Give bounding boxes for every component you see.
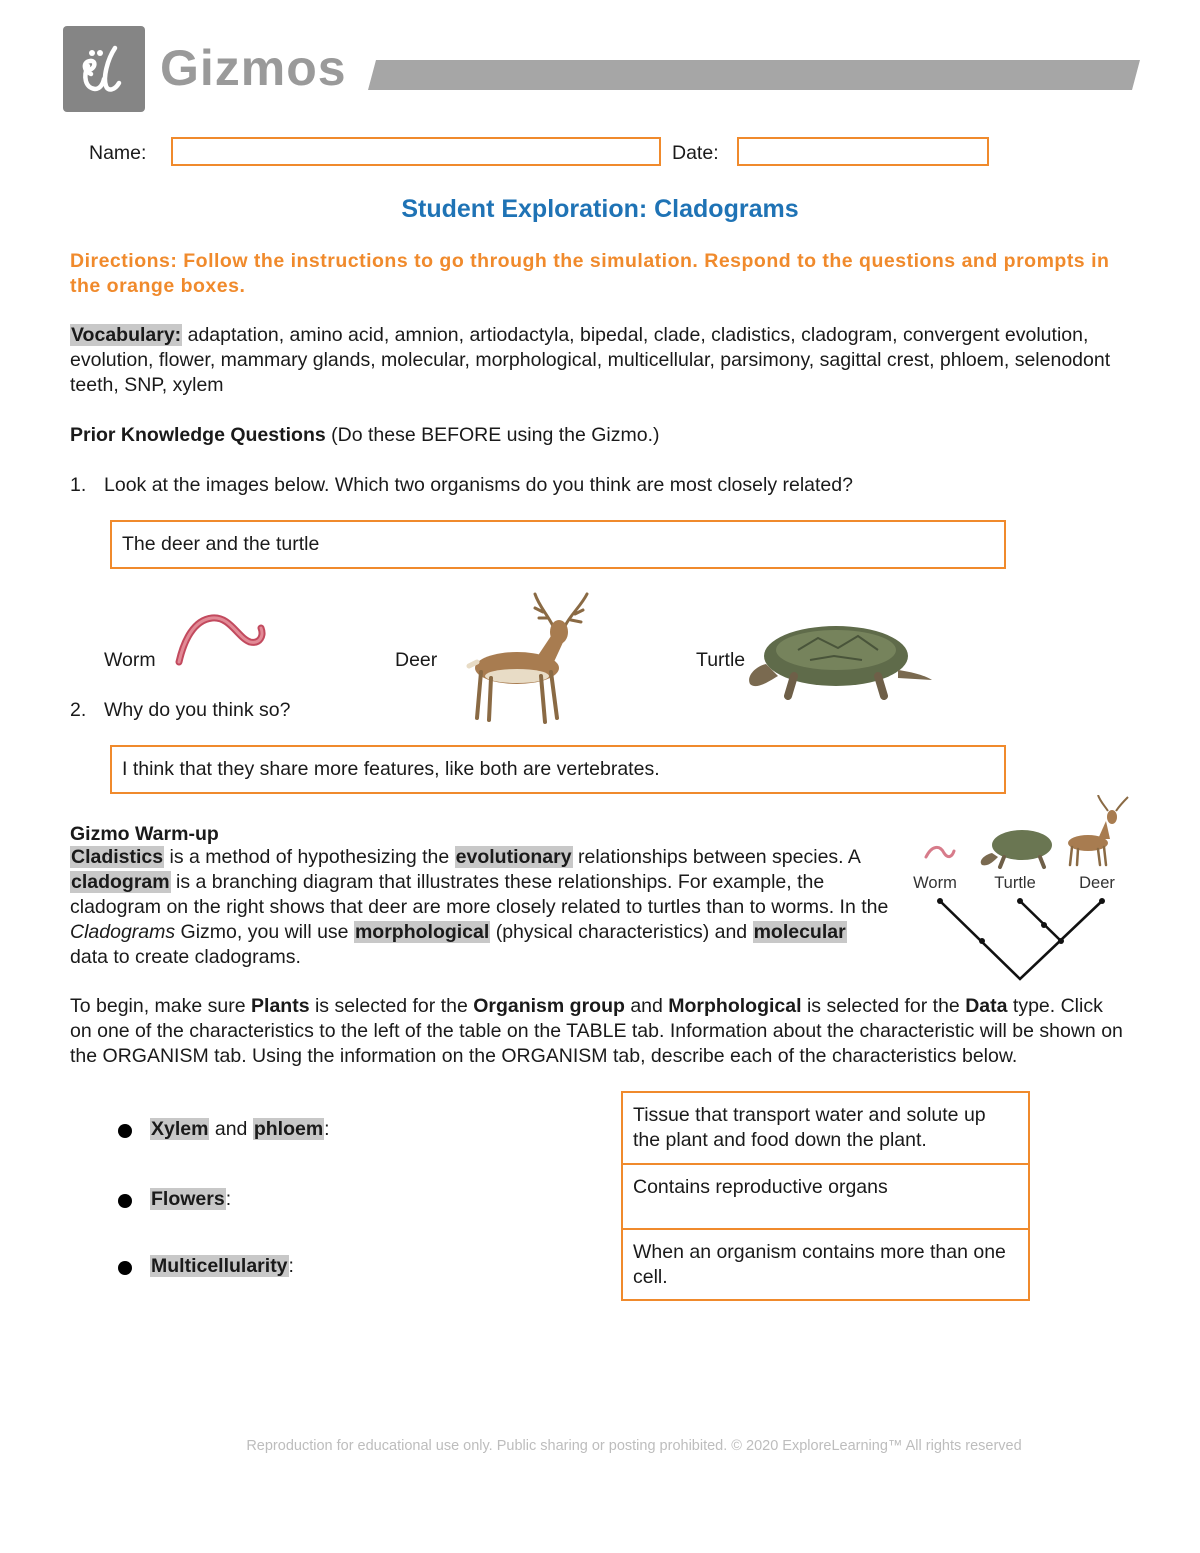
cladogram-deer-icon <box>1068 795 1128 865</box>
prior-knowledge-heading: Prior Knowledge Questions (Do these BEFORE using the Gizmo.) <box>70 424 660 446</box>
warmup-paragraph-1: Cladistics is a method of hypothesizing the evolutionary relationships between species. A cladogram is a branching diagram that illustrates these relationships. For example, the cladogram on the right shows that deer are more closely related to turtles than to worms. In the Cladograms Gizmo, you will use morphological (physical characteristics) and molecular data to create cladograms. <box>70 846 889 968</box>
xylem-phloem-answer-box[interactable] <box>621 1091 1030 1165</box>
q2-number: 2. <box>70 699 87 721</box>
vocabulary-paragraph <box>70 323 1125 398</box>
bullet-icon <box>118 1124 132 1138</box>
name-field[interactable] <box>171 137 661 166</box>
cladogram-turtle-icon <box>981 830 1052 867</box>
date-field[interactable] <box>737 137 989 166</box>
q1-answer: The deer and the turtle <box>122 533 320 555</box>
cladogram-label-worm: Worm <box>913 874 957 892</box>
directions-text: Directions: Follow the instructions to go through the simulation. Respond to the questions and prompts in the orange boxes. <box>70 250 1110 297</box>
q1-text: Look at the images below. Which two organisms do you think are most closely related? <box>104 474 853 496</box>
header-bar <box>368 60 1140 90</box>
brand-wordmark: Gizmos <box>160 40 347 96</box>
flowers-answer: Contains reproductive organs <box>633 1176 888 1198</box>
warmup-heading: Gizmo Warm-up <box>70 823 219 845</box>
flowers-answer-box[interactable] <box>621 1163 1030 1230</box>
el-logo-icon <box>63 26 145 112</box>
vocabulary-list: adaptation, amino acid, amnion, artiodactyla, bipedal, clade, cladistics, cladogram, convergent evolution, evolution, flower, mammary glands, molecular, morphological, multicellular, parsimony, sagittal crest, phloem, selenodont teeth, SNP, xylem <box>70 324 1111 396</box>
worm-image <box>172 610 267 668</box>
q2-answer-box[interactable] <box>110 745 1006 794</box>
q1-number: 1. <box>70 474 87 496</box>
gizmos-logo <box>63 26 145 112</box>
cladogram-branches <box>940 901 1102 979</box>
q2-text: Why do you think so? <box>104 699 291 721</box>
deer-image <box>455 588 595 728</box>
vocabulary-label: Vocabulary: <box>71 324 182 346</box>
date-label: Date: <box>672 142 719 164</box>
turtle-label: Turtle <box>696 649 746 671</box>
name-label: Name: <box>89 142 147 164</box>
cladogram-label-deer: Deer <box>1079 874 1115 892</box>
deer-label: Deer <box>395 649 438 671</box>
page-title: Student Exploration: Cladograms <box>401 195 799 223</box>
warmup-paragraph-2: To begin, make sure Plants is selected for the Organism group and Morphological is selected for the Data type. Click on one of the characteristics to the left of the table on the TABLE tab. Information about the characteristic will be shown on the ORGANISM tab. Using the information on the ORGANISM tab, describe each of the characteristics below. <box>70 995 1123 1067</box>
footer-copyright: Reproduction for educational use only. Public sharing or posting prohibited. © 2020 ExploreLearning™ All rights reserved <box>246 1438 1022 1454</box>
characteristic-xylem-phloem: Xylem and phloem: <box>151 1118 330 1140</box>
q2-answer: I think that they share more features, like both are vertebrates. <box>122 758 660 780</box>
bullet-icon <box>118 1194 132 1208</box>
worm-label: Worm <box>104 649 156 671</box>
characteristic-flowers: Flowers: <box>151 1188 232 1210</box>
turtle-image <box>738 620 933 700</box>
q1-answer-box[interactable] <box>110 520 1006 569</box>
cladogram-label-turtle: Turtle <box>994 874 1036 892</box>
cladogram-worm-icon <box>926 847 954 857</box>
bullet-icon <box>118 1261 132 1275</box>
multicellularity-answer: When an organism contains more than one cell. <box>633 1241 1006 1288</box>
xylem-phloem-answer: Tissue that transport water and solute up the plant and food down the plant. <box>633 1104 986 1151</box>
characteristic-multicellularity: Multicellularity: <box>151 1255 294 1277</box>
multicellularity-answer-box[interactable] <box>621 1228 1030 1301</box>
cladogram-figure <box>900 795 1140 990</box>
